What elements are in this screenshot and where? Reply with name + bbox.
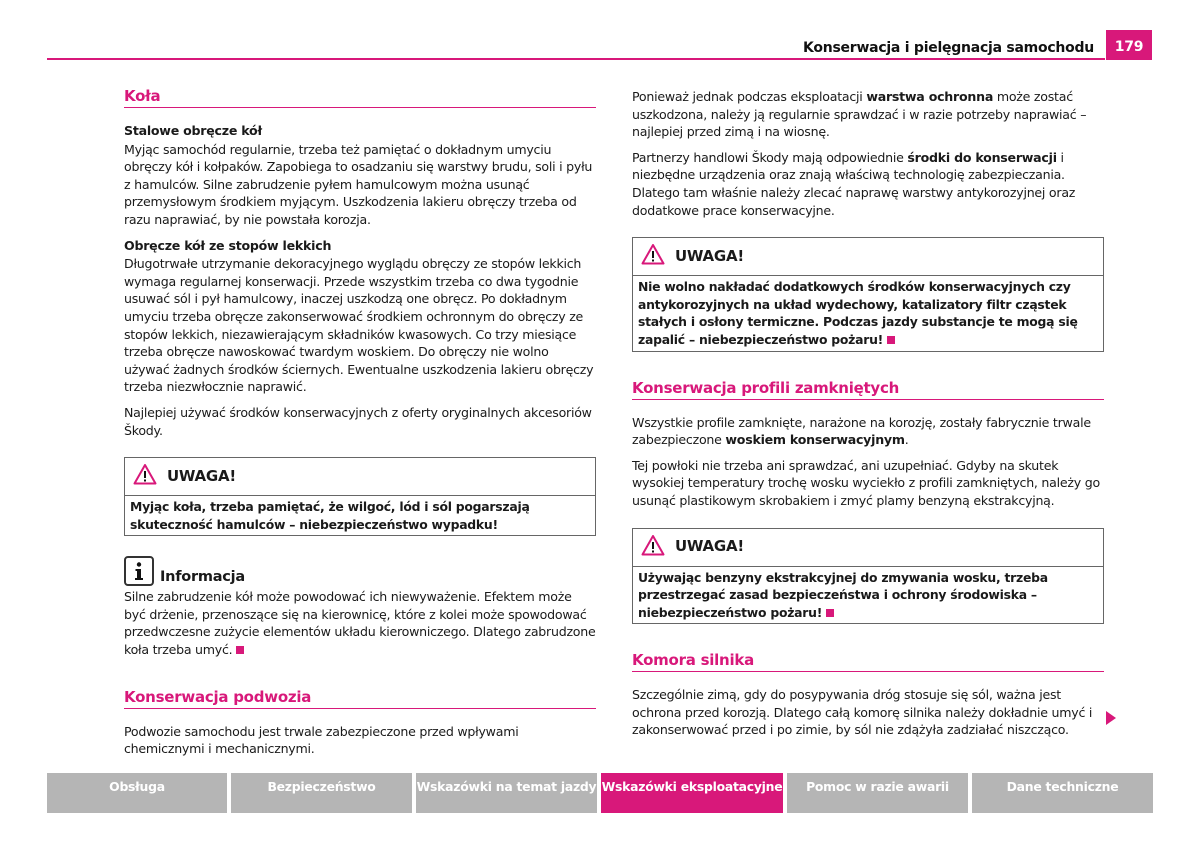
warning-header [125, 458, 595, 496]
bold-term: woskiem konserwacyjnym [725, 432, 905, 448]
next-page-arrow-icon[interactable] [1106, 711, 1116, 730]
section-title-closed-profiles: Konserwacja profili zamkniętych [632, 378, 1104, 400]
text-fragment: i niezbędne urządzenia oraz znają właściwą technologię zabezpieczania. Dlatego tam właśnie należy zlecać naprawę warstwy antykorozyjnej oraz dodatkowe prace konserwacyjne. [632, 149, 1076, 218]
warning-paragraph [633, 567, 1103, 624]
text-fragment: Ponieważ jednak podczas eksploatacji [632, 89, 867, 104]
section-title-engine-bay: Komora silnika [632, 650, 1104, 672]
header-rule [47, 58, 1105, 60]
text-fragment: Wszystkie profile zamknięte, narażone na korozję, zostały fabrycznie trwale zabezpieczone [632, 414, 1091, 448]
warning-box-exhaust [632, 237, 1104, 351]
nav-tab-dane-techniczne[interactable]: Dane techniczne [972, 773, 1153, 813]
paragraph-steel-rims: Myjąc samochód regularnie, trzeba też pamiętać o dokładnym umyciu obręczy kół i kołpaków. Zapobiega to osadzaniu się warstwy brudu, soli i pyłu z hamulców. Silne zabrudzenie pyłem hamulcowym można usunąć przemysłowym środkiem myjącym. Uszkodzenia lakieru obręczy trzeba od razu naprawiać, by nie powstała korozja. [124, 141, 593, 227]
warning-paragraph [633, 276, 1103, 350]
paragraph-closed-profiles [632, 414, 1104, 449]
paragraph-partners [632, 149, 1104, 219]
bold-term: środki do konserwacji [907, 149, 1057, 165]
section-title-kola: Koła [124, 86, 596, 108]
info-header [124, 556, 596, 586]
running-header-title: Konserwacja i pielęgnacja samochodu [803, 40, 1094, 56]
info-title: Informacja [160, 568, 245, 585]
nav-tab-obsluga[interactable]: Obsługa [47, 773, 227, 813]
text-fragment: . [904, 432, 909, 448]
info-icon [124, 556, 154, 586]
warning-header [633, 529, 1103, 567]
nav-tab-pomoc-awarii[interactable]: Pomoc w razie awarii [787, 773, 968, 813]
nav-tab-wskazowki-eksploatacyjne[interactable]: Wskazówki eksploatacyjne [601, 773, 783, 813]
nav-tab-wskazowki-jazdy[interactable]: Wskazówki na temat jazdy [416, 773, 597, 813]
nav-tab-bezpieczenstwo[interactable]: Bezpieczeństwo [231, 773, 412, 813]
warning-text: Używając benzyny ekstrakcyjnej do zmywania wosku, trzeba przestrzegać zasad bezpieczeństwa i ochrony środowiska – niebezpieczeństwo pożaru! [638, 569, 1048, 620]
warning-triangle-icon [133, 463, 157, 490]
paragraph-wax-coating: Tej powłoki nie trzeba ani sprawdzać, ani uzupełniać. Gdyby na skutek wysokiej temperatury trochę wosku wyciekło z profili zamkniętych, należy go usunąć plastikowym skrobakiem i zmyć plamy benzyną ekstrakcyjną. [632, 457, 1100, 508]
warning-text: Nie wolno nakładać dodatkowych środków konserwacyjnych czy antykorozyjnych na układ wydechowy, katalizatory filtr cząstek stałych i osłony termiczne. Podczas jazdy substancje te mogą się zapalić – niebezpieczeństwo pożaru! [638, 279, 1078, 347]
paragraph-undercarriage: Podwozie samochodu jest trwale zabezpieczone przed wpływami chemicznymi i mechanicznymi. [124, 723, 519, 757]
paragraph-protective-layer [632, 88, 1104, 141]
warning-box-wax-removal [632, 528, 1104, 625]
end-of-section-square-icon [887, 336, 895, 344]
subheading-alloy-rims: Obręcze kół ze stopów lekkich [124, 237, 332, 253]
warning-box-wheels [124, 457, 596, 536]
chapter-navigation [47, 773, 1153, 813]
warning-title: UWAGA! [675, 246, 744, 265]
section-title-undercarriage: Konserwacja podwozia [124, 687, 596, 709]
text-fragment: może zostać uszkodzona, należy ją regularnie sprawdzać i w razie potrzeby naprawiać – najlepiej przed zimą i na wiosnę. [632, 89, 1087, 140]
info-paragraph [124, 588, 596, 658]
left-column [124, 86, 596, 766]
warning-triangle-icon [641, 243, 665, 270]
warning-text: Myjąc koła, trzeba pamiętać, że wilgoć, lód i sól pogarszają skuteczność hamulców – niebezpieczeństwo wypadku! [130, 499, 530, 532]
paragraph-accessories: Najlepiej używać środków konserwacyjnych z oferty oryginalnych akcesoriów Škody. [124, 404, 592, 438]
end-of-section-square-icon [826, 609, 834, 617]
paragraph-engine-bay: Szczególnie zimą, gdy do posypywania dróg stosuje się sól, ważna jest ochrona przed korozją. Dlatego całą komorę silnika należy dokładnie umyć i zakonserwować przed i po zimie, by sól nie zdążyła zadziałać niszcząco. [632, 687, 1093, 738]
warning-triangle-icon [641, 534, 665, 561]
paragraph-alloy-rims: Długotrwałe utrzymanie dekoracyjnego wyglądu obręczy ze stopów lekkich wymaga regularnej konserwacji. Przede wszystkim trzeba co dwa tygodnie usuwać sól i pył hamulcowy, inaczej uszkodzą one obręcz. Po dokładnym umyciu trzeba obręcze zakonserwować środkiem ochronnym do obręczy ze stopów lekkich, niezawierającym składników kwasowych. Co trzy miesiące trzeba obręcze nawoskować twardym woskiem. Do obręczy nie wolno używać żadnych środków ściernych. Ewentualne uszkodzenia lakieru obręczy trzeba niezwłocznie naprawić. [124, 256, 594, 395]
warning-title: UWAGA! [167, 466, 236, 485]
end-of-section-square-icon [236, 646, 244, 654]
text-fragment: Partnerzy handlowi Škody mają odpowiednie [632, 149, 908, 165]
subheading-steel-rims: Stalowe obręcze kół [124, 123, 262, 138]
info-text: Silne zabrudzenie kół może powodować ich niewyważenie. Efektem może być drżenie, przenoszące się na kierownicę, które z kolei może spowodować przedwczesne zużycie elementów układu kierowniczego. Dlatego zabrudzone koła trzeba umyć. [124, 589, 596, 658]
warning-title: UWAGA! [675, 537, 744, 556]
warning-header [633, 238, 1103, 276]
right-column [632, 88, 1104, 747]
bold-term: warstwa ochronna [866, 89, 994, 104]
page-number: 179 [1106, 30, 1152, 60]
